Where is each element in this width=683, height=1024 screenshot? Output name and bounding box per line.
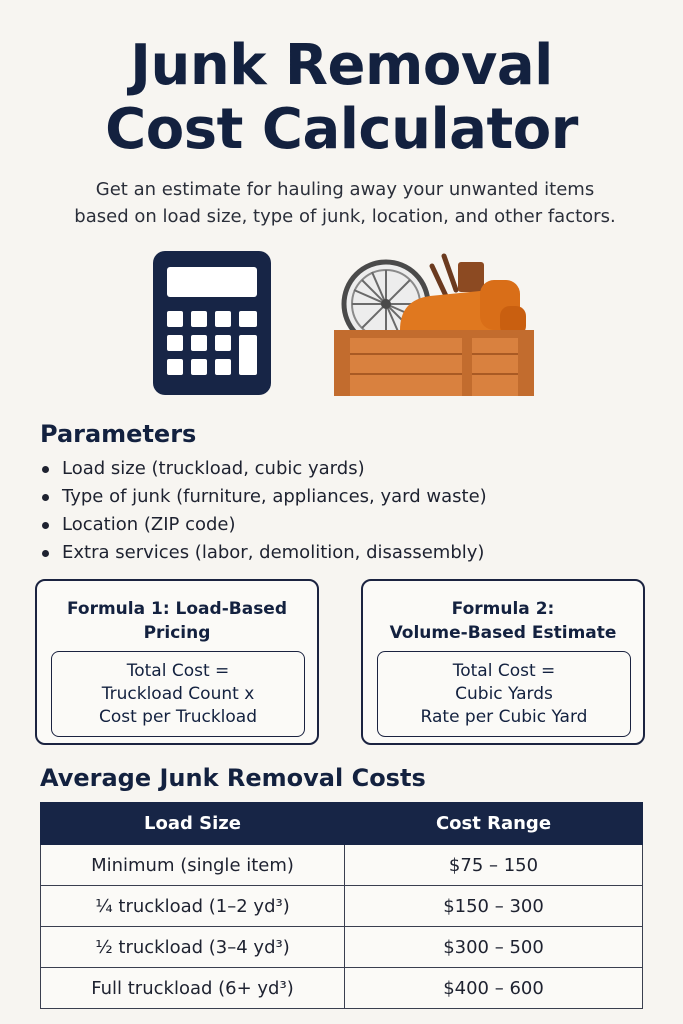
subtitle-line-2: based on load size, type of junk, location, and other factors. bbox=[74, 206, 616, 227]
formula-title bbox=[363, 597, 643, 645]
page-subtitle bbox=[40, 176, 650, 230]
formula-expression bbox=[51, 651, 305, 737]
parameters-list bbox=[40, 455, 487, 567]
cost-range-cell: $400 – 600 bbox=[345, 968, 643, 1009]
table-row bbox=[41, 968, 643, 1009]
costs-table bbox=[40, 802, 643, 1009]
parameter-item: Extra services (labor, demolition, disassembly) bbox=[40, 539, 487, 567]
formula-title-line: Volume-Based Estimate bbox=[389, 623, 617, 643]
formula-title-line: Formula 2: bbox=[451, 599, 555, 619]
column-header-cost-range: Cost Range bbox=[345, 803, 643, 845]
costs-heading: Average Junk Removal Costs bbox=[40, 764, 426, 792]
formula-title-line: Formula 1: Load-Based bbox=[66, 599, 288, 619]
formula-line: Cubic Yards bbox=[455, 684, 553, 704]
formula-line: Rate per Cubic Yard bbox=[420, 707, 588, 727]
formula-line: Truckload Count x bbox=[101, 684, 255, 704]
load-size-cell: ½ truckload (3–4 yd³) bbox=[41, 927, 345, 968]
parameter-item: Type of junk (furniture, appliances, yard waste) bbox=[40, 483, 487, 511]
load-size-cell: Full truckload (6+ yd³) bbox=[41, 968, 345, 1009]
parameter-item: Load size (truckload, cubic yards) bbox=[40, 455, 487, 483]
subtitle-line-1: Get an estimate for hauling away your unwanted items bbox=[95, 179, 595, 200]
table-row bbox=[41, 886, 643, 927]
cost-range-cell: $75 – 150 bbox=[345, 845, 643, 886]
parameter-item: Location (ZIP code) bbox=[40, 511, 487, 539]
table-row bbox=[41, 845, 643, 886]
title-line-1: Junk Removal bbox=[130, 33, 553, 98]
formula-line: Total Cost = bbox=[452, 661, 556, 681]
junk-crate-icon bbox=[330, 250, 540, 398]
parameters-heading: Parameters bbox=[40, 420, 197, 448]
formula-line: Cost per Truckload bbox=[98, 707, 257, 727]
formula-title-line: Pricing bbox=[143, 623, 211, 643]
page-title bbox=[0, 34, 683, 162]
cost-range-cell: $300 – 500 bbox=[345, 927, 643, 968]
table-header-row bbox=[41, 803, 643, 845]
cost-range-cell: $150 – 300 bbox=[345, 886, 643, 927]
formula-card-volume-based bbox=[361, 579, 645, 745]
formula-title bbox=[37, 597, 317, 645]
load-size-cell: Minimum (single item) bbox=[41, 845, 345, 886]
formula-card-load-based bbox=[35, 579, 319, 745]
column-header-load-size: Load Size bbox=[41, 803, 345, 845]
load-size-cell: ¼ truckload (1–2 yd³) bbox=[41, 886, 345, 927]
table-row bbox=[41, 927, 643, 968]
title-line-2: Cost Calculator bbox=[105, 97, 578, 162]
formula-line: Total Cost = bbox=[126, 661, 230, 681]
formula-expression bbox=[377, 651, 631, 737]
calculator-icon bbox=[153, 251, 271, 395]
